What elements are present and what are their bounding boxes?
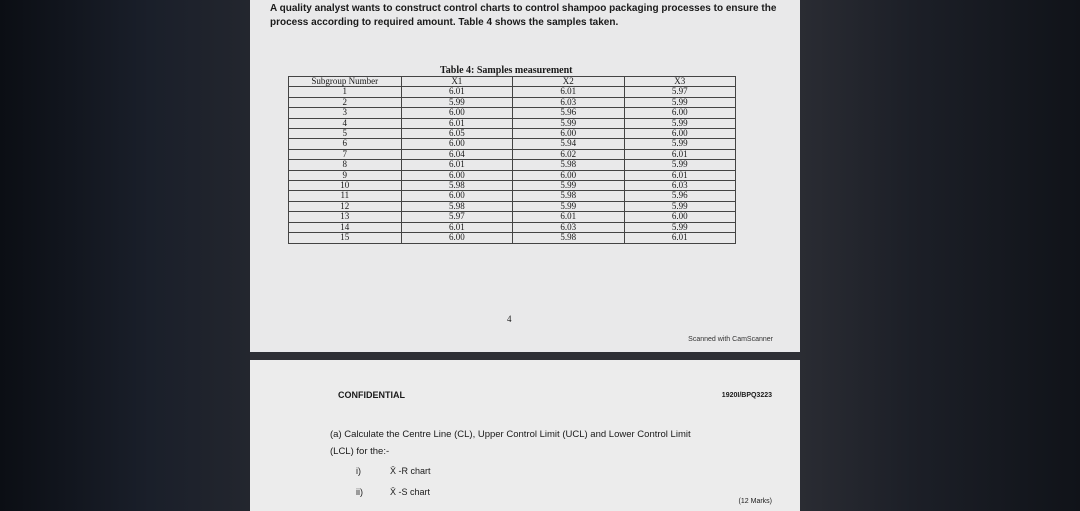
x2-cell: 6.03 <box>513 222 624 232</box>
x1-cell: 6.05 <box>401 129 512 139</box>
subgroup-cell: 3 <box>289 108 402 118</box>
subgroup-cell: 14 <box>289 222 402 232</box>
table-caption: Table 4: Samples measurement <box>440 65 573 76</box>
table-row <box>289 149 736 159</box>
subgroup-cell: 7 <box>289 149 402 159</box>
table-row <box>289 212 736 222</box>
table-row <box>289 129 736 139</box>
x1-cell: 6.01 <box>401 222 512 232</box>
x2-cell: 6.03 <box>513 97 624 107</box>
background-right <box>800 0 1080 511</box>
subgroup-cell: 13 <box>289 212 402 222</box>
question-line-1: (a) Calculate the Centre Line (CL), Upper Control Limit (UCL) and Lower Control Limit <box>330 429 691 440</box>
x1-cell: 6.00 <box>401 170 512 180</box>
x2-cell: 5.98 <box>513 160 624 170</box>
table-row <box>289 160 736 170</box>
header-x2: X2 <box>513 77 624 87</box>
x1-cell: 6.00 <box>401 108 512 118</box>
table-row <box>289 191 736 201</box>
page-number: 4 <box>507 314 512 324</box>
subgroup-cell: 15 <box>289 233 402 243</box>
x2-cell: 5.98 <box>513 191 624 201</box>
x1-cell: 6.00 <box>401 191 512 201</box>
x2-cell: 6.01 <box>513 87 624 97</box>
x3-cell: 6.01 <box>624 170 735 180</box>
course-code: 1920I/BPQ3223 <box>721 392 772 399</box>
header-subgroup: Subgroup Number <box>289 77 402 87</box>
table-header-row <box>289 77 736 87</box>
subgroup-cell: 1 <box>289 87 402 97</box>
x2-cell: 6.00 <box>513 170 624 180</box>
x3-cell: 6.00 <box>624 129 735 139</box>
x3-cell: 6.00 <box>624 108 735 118</box>
document-page-lower <box>250 360 800 511</box>
x2-cell: 6.02 <box>513 149 624 159</box>
x3-cell: 6.01 <box>624 149 735 159</box>
intro-text: A quality analyst wants to construct control charts to control shampoo packaging processes to ensure the process according to required amount. Table 4 shows the samples taken. <box>270 3 777 28</box>
table-row <box>289 87 736 97</box>
x2-cell: 5.99 <box>513 201 624 211</box>
table-row <box>289 201 736 211</box>
x1-cell: 6.00 <box>401 139 512 149</box>
x3-cell: 5.99 <box>624 201 735 211</box>
x3-cell: 5.99 <box>624 222 735 232</box>
subgroup-cell: 8 <box>289 160 402 170</box>
header-x1: X1 <box>401 77 512 87</box>
x2-cell: 6.00 <box>513 129 624 139</box>
x1-cell: 6.04 <box>401 149 512 159</box>
table-row <box>289 181 736 191</box>
item-text-2: X̄ -S chart <box>390 487 431 497</box>
x1-cell: 5.97 <box>401 212 512 222</box>
table-row <box>289 170 736 180</box>
x2-cell: 6.01 <box>513 212 624 222</box>
x3-cell: 6.01 <box>624 233 735 243</box>
x1-cell: 6.00 <box>401 233 512 243</box>
marks-label: (12 Marks) <box>738 498 772 505</box>
x3-cell: 6.03 <box>624 181 735 191</box>
scanner-watermark: Scanned with CamScanner <box>688 336 773 343</box>
x3-cell: 5.99 <box>624 97 735 107</box>
background-left <box>0 0 250 511</box>
x2-cell: 5.94 <box>513 139 624 149</box>
x1-cell: 5.98 <box>401 201 512 211</box>
x3-cell: 5.99 <box>624 160 735 170</box>
header-x3: X3 <box>624 77 735 87</box>
question-line-2: (LCL) for the:- <box>330 446 390 457</box>
table-row <box>289 233 736 243</box>
document-page-upper <box>250 0 800 352</box>
x3-cell: 5.99 <box>624 139 735 149</box>
x1-cell: 6.01 <box>401 118 512 128</box>
table-row <box>289 222 736 232</box>
subgroup-cell: 6 <box>289 139 402 149</box>
subgroup-cell: 9 <box>289 170 402 180</box>
table-row <box>289 97 736 107</box>
question-text <box>330 426 770 460</box>
x2-cell: 5.99 <box>513 181 624 191</box>
subgroup-cell: 5 <box>289 129 402 139</box>
subgroup-cell: 10 <box>289 181 402 191</box>
item-text-1: X̄ -R chart <box>390 466 431 476</box>
x1-cell: 6.01 <box>401 160 512 170</box>
table-row <box>289 139 736 149</box>
table-row <box>289 108 736 118</box>
x2-cell: 5.96 <box>513 108 624 118</box>
page-gap <box>250 352 800 360</box>
x2-cell: 5.99 <box>513 118 624 128</box>
x1-cell: 6.01 <box>401 87 512 97</box>
x1-cell: 5.98 <box>401 181 512 191</box>
x1-cell: 5.99 <box>401 97 512 107</box>
subgroup-cell: 2 <box>289 97 402 107</box>
confidential-label: CONFIDENTIAL <box>338 390 405 400</box>
item-number-2: ii) <box>356 487 363 497</box>
item-number-1: i) <box>356 466 361 476</box>
subgroup-cell: 11 <box>289 191 402 201</box>
subgroup-cell: 12 <box>289 201 402 211</box>
table-row <box>289 118 736 128</box>
table-body <box>289 87 736 243</box>
x3-cell: 6.00 <box>624 212 735 222</box>
x3-cell: 5.97 <box>624 87 735 97</box>
x3-cell: 5.96 <box>624 191 735 201</box>
x2-cell: 5.98 <box>513 233 624 243</box>
subgroup-cell: 4 <box>289 118 402 128</box>
x3-cell: 5.99 <box>624 118 735 128</box>
samples-table <box>288 76 736 244</box>
